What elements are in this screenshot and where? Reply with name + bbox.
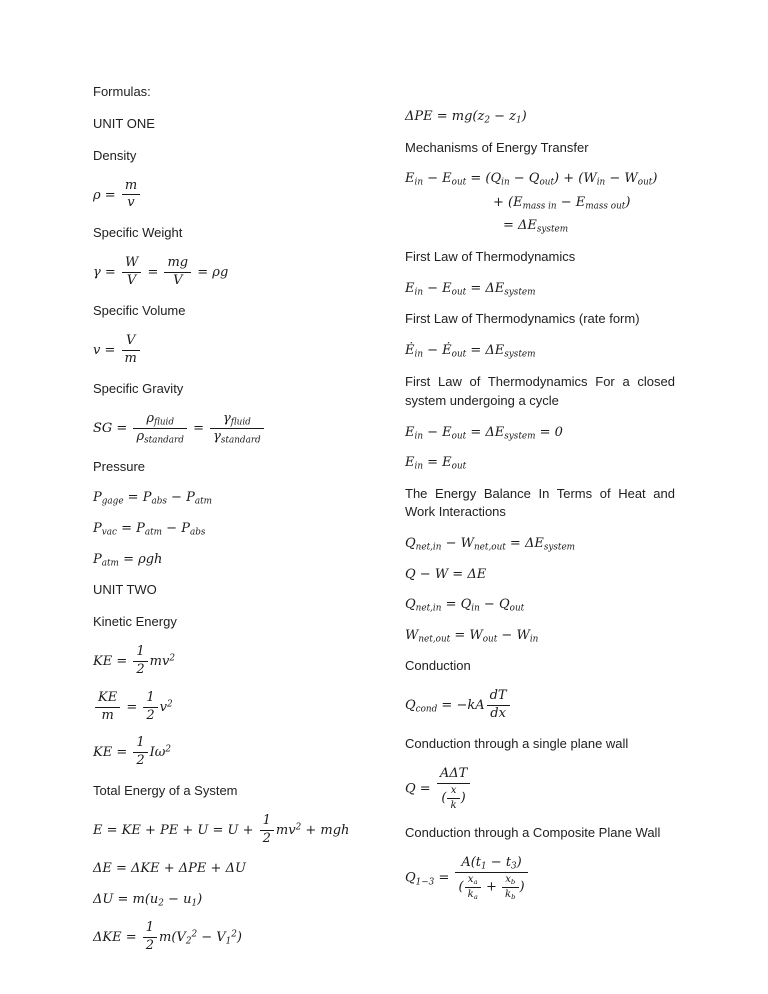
fraction: $\frac{1}{2}$ bbox=[143, 921, 157, 954]
fraction: $\frac{x_b}{k_b}$ bbox=[502, 874, 519, 900]
left-column bbox=[93, 83, 380, 967]
section-heading: Specific Gravity bbox=[93, 380, 184, 396]
section-heading: First Law of Thermodynamics For a closed system undergoing a cycle bbox=[405, 373, 675, 408]
formula-line: $E_{in} - E_{out} = \Delta E_{system} = 0$ bbox=[405, 424, 563, 442]
formula-line: $\frac{KE}{m}$ = $\frac{1}{2}$ $v^2$ bbox=[93, 691, 380, 724]
formula-line: $Q_{1-3}$ = $A(t_1 - t_3)$ ( $\frac{x_a}{k_a}$ + $\frac{x_b}{k_b}$ ) bbox=[405, 856, 675, 900]
section-heading: Density bbox=[93, 147, 137, 163]
section-heading: Total Energy of a System bbox=[93, 783, 238, 799]
section-heading: Conduction bbox=[405, 658, 471, 674]
fraction: $A(t_1 - t_3)$ ( $\frac{x_a}{k_a}$ + $\frac{x_b}{k_b}$ ) bbox=[455, 856, 527, 900]
section-heading: Formulas: bbox=[93, 84, 151, 99]
formula-line: Q − W = ΔE bbox=[405, 566, 487, 582]
formula-line: ρ = $\frac{m}{v}$ bbox=[93, 179, 380, 212]
fraction: $\frac{x_a}{k_a}$ bbox=[465, 874, 481, 900]
formula-line: SG = $\frac{\rho_{fluid}}{\rho_{standard}}$ = $\frac{\gamma_{fluid}}{\gamma_{standard}}$ bbox=[93, 412, 380, 445]
section-heading: Specific Weight bbox=[93, 225, 183, 241]
fraction: $\frac{dT}{dx}$ bbox=[487, 689, 510, 722]
fraction: AΔT ( $\frac{x}{k}$ ) bbox=[437, 767, 470, 811]
formula-line: KE = $\frac{1}{2}$ $mv^2$ bbox=[93, 643, 175, 677]
formula-line: $E_{in} - E_{out} = \Delta E_{system}$ bbox=[405, 280, 536, 298]
formula-line: E = KE + PE + U = U + $\frac{1}{2}$ $mv^2$ + mgh bbox=[93, 813, 350, 847]
section-heading: UNIT TWO bbox=[93, 582, 157, 598]
section-heading: Mechanisms of Energy Transfer bbox=[405, 139, 589, 155]
section-heading: UNIT ONE bbox=[93, 115, 155, 131]
fraction: $\frac{KE}{m}$ bbox=[95, 691, 120, 724]
fraction: $\frac{W}{V}$ bbox=[122, 256, 141, 289]
formula-line: $E_{in} = E_{out}$ bbox=[405, 455, 467, 472]
section-heading: First Law of Thermodynamics (rate form) bbox=[405, 311, 640, 327]
formula-line: $\Delta U = m(u_2 - u_1)$ bbox=[93, 891, 203, 909]
formula-line: $P_{vac} = P_{atm} - P_{abs}$ bbox=[93, 520, 206, 538]
fraction: $\frac{1}{2}$ bbox=[133, 645, 147, 678]
fraction: $\frac{1}{2}$ bbox=[133, 736, 147, 769]
fraction: $\frac{x}{k}$ bbox=[447, 785, 459, 811]
formula-line: γ = $\frac{W}{V}$ = $\frac{mg}{V}$ = ρg bbox=[93, 255, 229, 289]
formula-line: $Ė_{in}$ − $Ė_{out} = \Delta E_{system}$ bbox=[405, 343, 536, 360]
formula-line: ΔE = ΔKE + ΔPE + ΔU bbox=[93, 861, 246, 877]
fraction: $\frac{1}{2}$ bbox=[260, 814, 274, 847]
formula-line: KE = $\frac{1}{2}$ $I\omega^2$ bbox=[93, 735, 172, 769]
formula-line: $Q_{net,in} = Q_{in} - Q_{out}$ bbox=[405, 597, 525, 615]
formula-line: $P_{gage} = P_{abs} - P_{atm}$ bbox=[93, 490, 212, 508]
formula-line: + $(E_{mass in} - E_{mass out})$ bbox=[493, 194, 631, 212]
section-heading: Conduction through a single plane wall bbox=[405, 736, 629, 752]
fraction: $\frac{mg}{V}$ bbox=[164, 256, 191, 289]
fraction: $\frac{m}{v}$ bbox=[122, 179, 140, 212]
formula-line: $P_{atm} = \rho gh$ bbox=[93, 551, 163, 569]
formula-line: $W_{net,out} = W_{out} - W_{in}$ bbox=[405, 627, 539, 645]
formula-line: $Q_{cond} = -kA$ $\frac{dT}{dx}$ bbox=[405, 689, 675, 722]
formula-line: $\Delta PE = mg(z_2 - z_1)$ bbox=[405, 109, 527, 126]
right-column bbox=[405, 83, 675, 967]
formula-line: = $\Delta E_{system}$ bbox=[503, 218, 569, 236]
fraction: $\frac{V}{m}$ bbox=[122, 334, 140, 367]
fraction: $\frac{\gamma_{fluid}}{\gamma_{standard}}$ bbox=[210, 412, 264, 445]
section-heading: Kinetic Energy bbox=[93, 613, 177, 629]
section-heading: The Energy Balance In Terms of Heat and Work Interactions bbox=[405, 485, 675, 520]
formula-line: ΔKE = $\frac{1}{2}$ $m(V_2^2 - V_1^2)$ bbox=[93, 920, 242, 954]
section-heading: Pressure bbox=[93, 458, 146, 474]
formula-line: $Q_{net,in} - W_{net,out} = \Delta E_{system}$ bbox=[405, 536, 576, 553]
section-heading: Specific Volume bbox=[93, 303, 186, 319]
section-heading: Conduction through a Composite Plane Wall bbox=[405, 825, 661, 841]
formula-line: Q = AΔT ( $\frac{x}{k}$ ) bbox=[405, 767, 675, 811]
fraction: $\frac{1}{2}$ bbox=[143, 691, 157, 724]
section-heading: First Law of Thermodynamics bbox=[405, 249, 576, 265]
fraction: $\frac{\rho_{fluid}}{\rho_{standard}}$ bbox=[133, 412, 186, 445]
formula-line: v = $\frac{V}{m}$ bbox=[93, 334, 380, 367]
formula-line: $E_{in} - E_{out} = (Q_{in} - Q_{out}) + (W_{in} - W_{out})$ bbox=[405, 171, 658, 189]
